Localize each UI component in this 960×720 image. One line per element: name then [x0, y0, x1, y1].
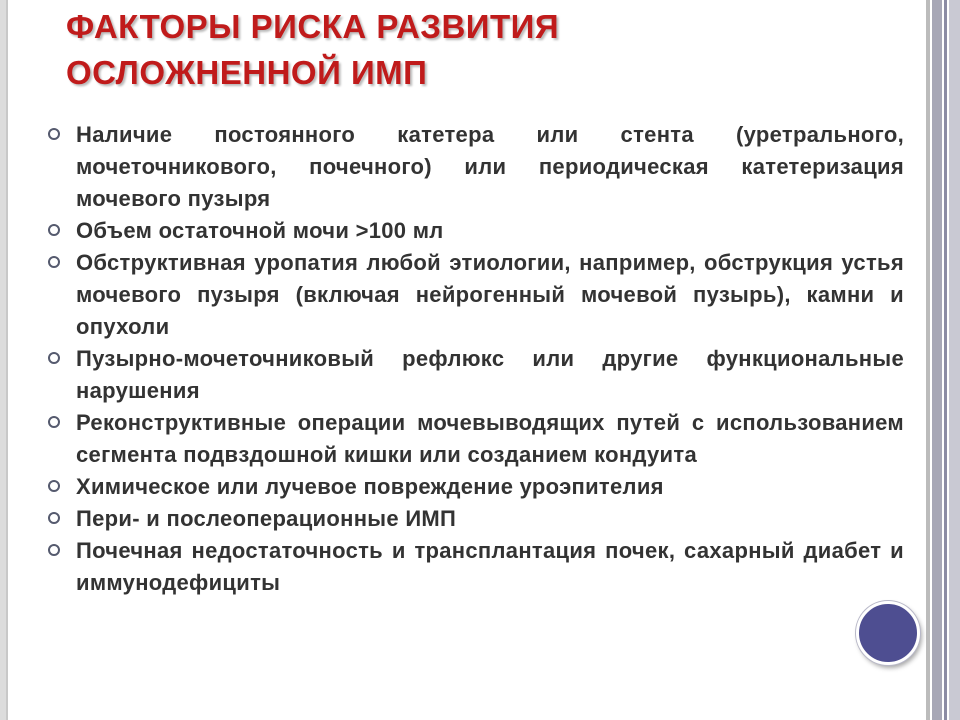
list-item-text: Пузырно-мочеточниковый рефлюкс или другие функциональные нарушения [76, 346, 904, 403]
list-item-text: Обструктивная уропатия любой этиологии, например, обструкция устья мочевого пузыря (включая нейрогенный мочевой пузырь), камни и опухоли [76, 250, 904, 339]
list-item-text: Наличие постоянного катетера или стента (уретрального, мочеточникового, почечного) или периодическая катетеризация мочевого пузыря [76, 122, 904, 211]
stripe [949, 0, 960, 720]
title-line-1: ФАКТОРЫ РИСКА РАЗВИТИЯ [66, 8, 560, 45]
list-item [48, 215, 904, 247]
bullet-circle-icon [48, 128, 60, 140]
bullet-list [48, 119, 904, 599]
list-item [48, 247, 904, 343]
list-item-text: Почечная недостаточность и трансплантация почек, сахарный диабет и иммунодефициты [76, 538, 904, 595]
list-item-text: Реконструктивные операции мочевыводящих путей с использованием сегмента подвздошной кишки или созданием кондуита [76, 410, 904, 467]
left-border-inner [6, 0, 8, 720]
bullet-circle-icon [48, 224, 60, 236]
title-line-2: ОСЛОЖНЕННОЙ ИМП [66, 54, 428, 91]
list-item [48, 407, 904, 471]
right-stripe-decoration [926, 0, 960, 720]
bullet-circle-icon [48, 544, 60, 556]
list-item [48, 535, 904, 599]
bullet-circle-icon [48, 352, 60, 364]
list-item [48, 343, 904, 407]
stripe [932, 0, 942, 720]
list-item-text: Пери- и послеоперационные ИМП [76, 506, 457, 531]
stripe [944, 0, 947, 720]
list-item [48, 503, 904, 535]
bullet-circle-icon [48, 512, 60, 524]
bullet-circle-icon [48, 416, 60, 428]
list-item-text: Объем остаточной мочи >100 мл [76, 218, 444, 243]
bullet-circle-icon [48, 480, 60, 492]
list-item-text: Химическое или лучевое повреждение уроэпителия [76, 474, 664, 499]
decorative-circle [856, 601, 920, 665]
stripe [926, 0, 930, 720]
slide-title [66, 4, 896, 96]
bullet-circle-icon [48, 256, 60, 268]
list-item [48, 119, 904, 215]
list-item [48, 471, 904, 503]
